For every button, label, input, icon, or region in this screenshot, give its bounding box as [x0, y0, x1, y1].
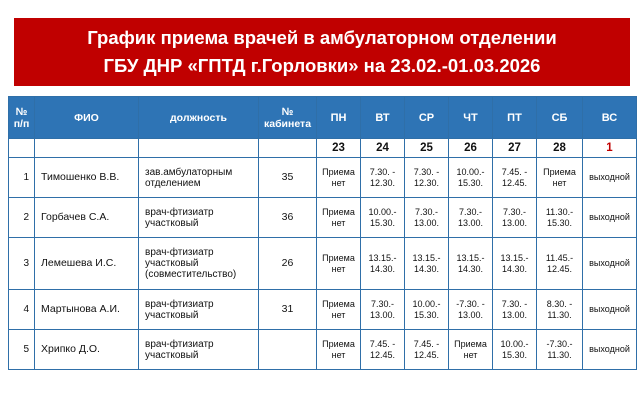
table-row [9, 198, 637, 238]
row-slot-wed: 7.30.- 13.00. [405, 198, 449, 238]
row-position: зав.амбулаторным отделением [139, 158, 259, 198]
row-number: 4 [9, 290, 35, 330]
header-day-tue: ВТ [361, 97, 405, 139]
header-day-sun: ВС [583, 97, 637, 139]
header-day-sat: СБ [537, 97, 583, 139]
row-slot-mon: Приема нет [317, 198, 361, 238]
date-spacer-position [139, 139, 259, 158]
row-slot-sat: 8.30. - 11.30. [537, 290, 583, 330]
date-spacer-cabinet [259, 139, 317, 158]
row-cabinet: 26 [259, 238, 317, 290]
row-slot-sun: выходной [583, 198, 637, 238]
row-slot-mon: Приема нет [317, 330, 361, 370]
row-slot-sun: выходной [583, 330, 637, 370]
row-slot-sat: 11.30.- 15.30. [537, 198, 583, 238]
header-position: должность [139, 97, 259, 139]
header-cabinet [259, 97, 317, 139]
row-slot-tue: 7.45. - 12.45. [361, 330, 405, 370]
row-slot-fri: 13.15.- 14.30. [493, 238, 537, 290]
table-row [9, 330, 637, 370]
date-mon: 23 [317, 139, 361, 158]
row-slot-sun: выходной [583, 290, 637, 330]
date-fri: 27 [493, 139, 537, 158]
title-line-1: График приема врачей в амбулаторном отделении [87, 27, 557, 48]
row-slot-tue: 10.00.- 15.30. [361, 198, 405, 238]
row-slot-sat: -7.30.- 11.30. [537, 330, 583, 370]
row-slot-sun: выходной [583, 238, 637, 290]
row-position: врач-фтизиатр участковый (совместительство) [139, 238, 259, 290]
row-cabinet: 31 [259, 290, 317, 330]
table-header [9, 97, 637, 139]
title-banner [14, 18, 630, 86]
date-tue: 24 [361, 139, 405, 158]
row-fio: Горбачев С.А. [35, 198, 139, 238]
title-line-2: ГБУ ДНР «ГПТД г.Горловки» на 23.02.-01.03.2026 [103, 55, 541, 76]
header-fio: ФИО [35, 97, 139, 139]
row-number: 1 [9, 158, 35, 198]
row-position: врач-фтизиатр участковый [139, 290, 259, 330]
row-cabinet [259, 330, 317, 370]
row-slot-mon: Приема нет [317, 238, 361, 290]
row-slot-tue: 7.30. - 12.30. [361, 158, 405, 198]
row-slot-thu: 13.15.- 14.30. [449, 238, 493, 290]
date-spacer-fio [35, 139, 139, 158]
row-slot-thu: 7.30.- 13.00. [449, 198, 493, 238]
header-number [9, 97, 35, 139]
header-day-wed: СР [405, 97, 449, 139]
header-cabinet-line1: № [281, 105, 294, 118]
row-slot-thu: 10.00.- 15.30. [449, 158, 493, 198]
row-slot-wed: 7.30. - 12.30. [405, 158, 449, 198]
row-slot-sat: Приема нет [537, 158, 583, 198]
date-sun: 1 [583, 139, 637, 158]
date-sat: 28 [537, 139, 583, 158]
row-slot-thu: Приема нет [449, 330, 493, 370]
header-day-fri: ПТ [493, 97, 537, 139]
row-slot-wed: 7.45. - 12.45. [405, 330, 449, 370]
row-number: 3 [9, 238, 35, 290]
header-day-mon: ПН [317, 97, 361, 139]
row-slot-thu: -7.30. - 13.00. [449, 290, 493, 330]
header-day-thu: ЧТ [449, 97, 493, 139]
header-row [9, 97, 637, 139]
row-number: 5 [9, 330, 35, 370]
row-cabinet: 36 [259, 198, 317, 238]
row-number: 2 [9, 198, 35, 238]
row-slot-fri: 7.30. - 13.00. [493, 290, 537, 330]
row-slot-fri: 10.00.- 15.30. [493, 330, 537, 370]
row-slot-wed: 10.00.- 15.30. [405, 290, 449, 330]
header-number-line1: № [15, 105, 28, 118]
doctors-schedule-table [8, 96, 637, 370]
header-cabinet-line2: кабинета [263, 117, 312, 130]
date-spacer-number [9, 139, 35, 158]
table-row [9, 238, 637, 290]
row-slot-mon: Приема нет [317, 290, 361, 330]
row-fio: Мартынова А.И. [35, 290, 139, 330]
row-slot-tue: 13.15.- 14.30. [361, 238, 405, 290]
row-fio: Хрипко Д.О. [35, 330, 139, 370]
row-slot-sat: 11.45.- 12.45. [537, 238, 583, 290]
table-row [9, 290, 637, 330]
row-slot-mon: Приема нет [317, 158, 361, 198]
row-slot-fri: 7.45. - 12.45. [493, 158, 537, 198]
row-slot-wed: 13.15.- 14.30. [405, 238, 449, 290]
row-fio: Лемешева И.С. [35, 238, 139, 290]
row-slot-tue: 7.30.- 13.00. [361, 290, 405, 330]
row-cabinet: 35 [259, 158, 317, 198]
header-number-line2: п/п [13, 117, 30, 130]
row-fio: Тимошенко В.В. [35, 158, 139, 198]
date-thu: 26 [449, 139, 493, 158]
row-slot-sun: выходной [583, 158, 637, 198]
dates-row [9, 139, 637, 158]
row-position: врач-фтизиатр участковый [139, 198, 259, 238]
date-wed: 25 [405, 139, 449, 158]
table-body [9, 139, 637, 370]
row-slot-fri: 7.30.- 13.00. [493, 198, 537, 238]
row-position: врач-фтизиатр участковый [139, 330, 259, 370]
table-row [9, 158, 637, 198]
